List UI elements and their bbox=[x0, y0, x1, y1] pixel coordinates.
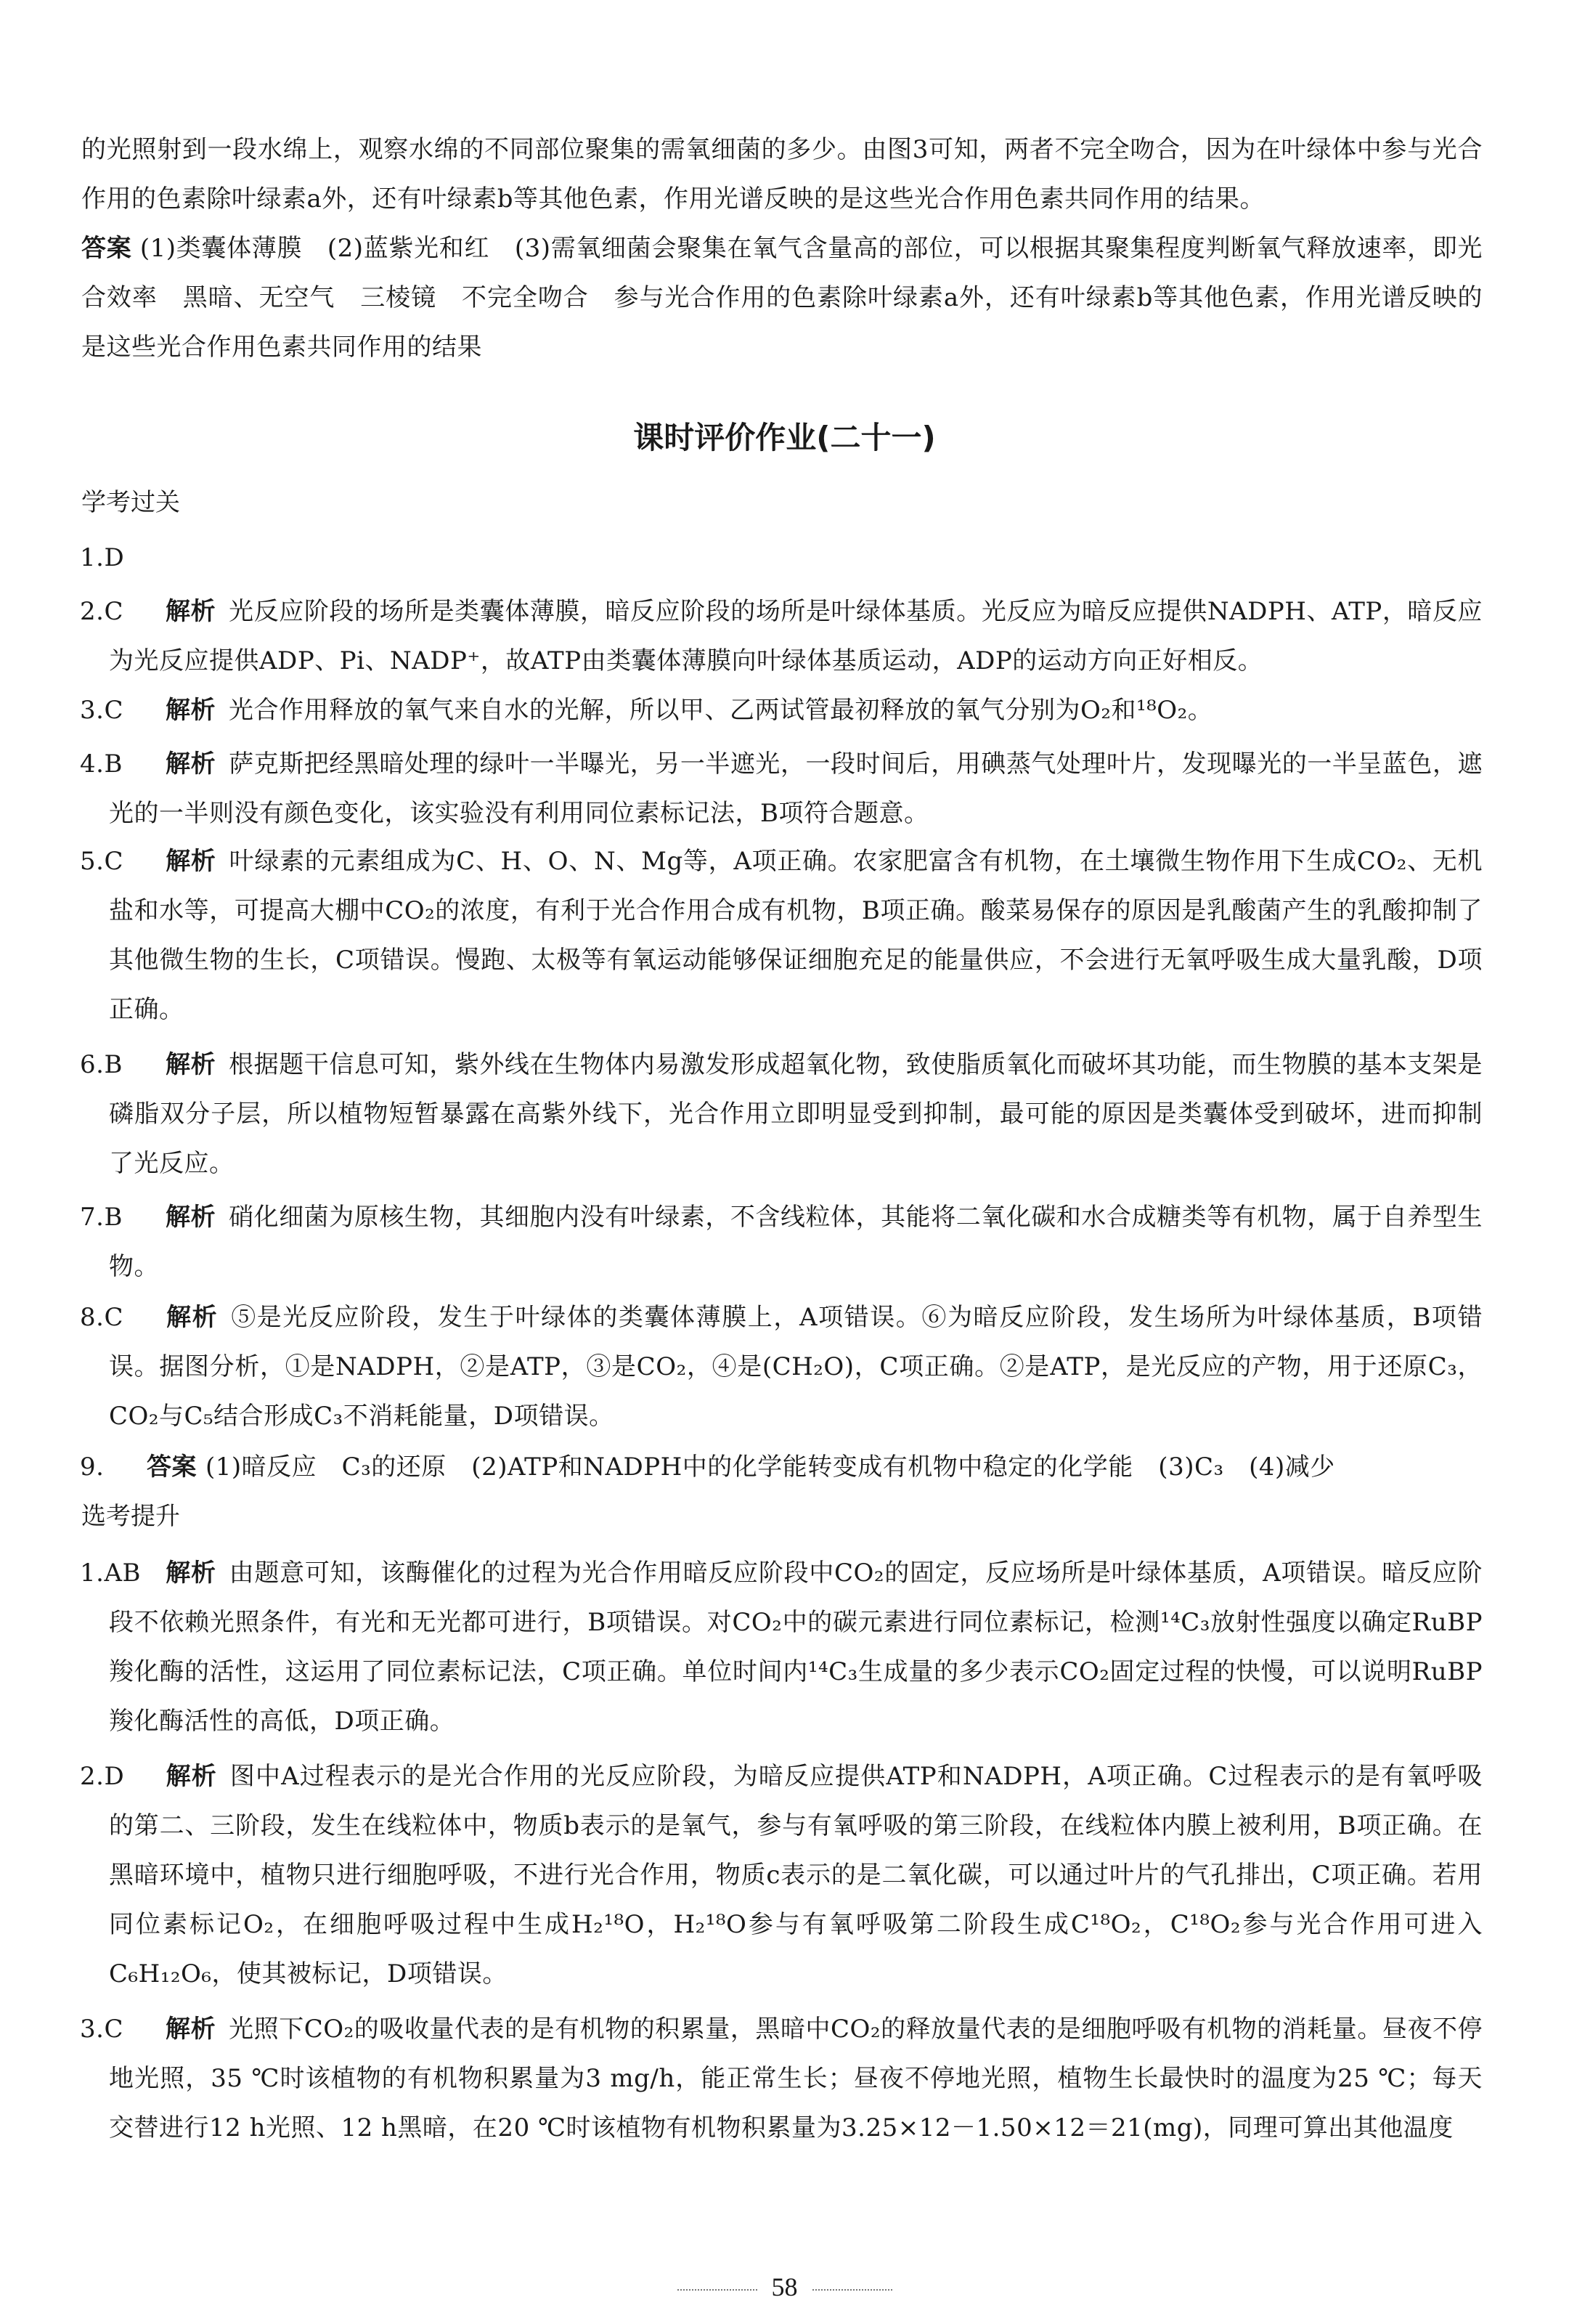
analysis-text: 光反应阶段的场所是类囊体薄膜，暗反应阶段的场所是叶绿体基质。光反应为暗反应提供NADPH、ATP，暗反应为光反应提供ADP、Pi、NADP⁺，故ATP由类囊体薄膜向叶绿体基质运动，ADP的运动方向正好相反。 bbox=[109, 597, 1483, 675]
analysis-text: 光照下CO₂的吸收量代表的是有机物的积累量，黑暗中CO₂的释放量代表的是细胞呼吸有机物的消耗量。昼夜不停地光照，35 ℃时该植物的有机物积累量为3 mg/h，能正常生长；昼夜不停地光照，植物生长最快时的温度为25 ℃；每天交替进行12 h光照、12 h黑暗，在20 ℃时该植物有机物积累量为3.25×12－1.50×12＝21(mg)，同理可算出其他温度 bbox=[109, 2015, 1483, 2142]
analysis-text: 叶绿素的元素组成为C、H、O、N、Mg等，A项正确。农家肥富含有机物，在土壤微生物作用下生成CO₂、无机盐和水等，可提高大棚中CO₂的浓度，有利于光合作用合成有机物，B项正确。酸菜易保存的原因是乳酸菌产生的乳酸抑制了其他微生物的生长，C项错误。慢跑、太极等有氧运动能够保证细胞充足的能量供应，不会进行无氧呼吸生成大量乳酸，D项正确。 bbox=[109, 847, 1483, 1024]
question-number: 3.C bbox=[80, 696, 123, 725]
intro-paragraph bbox=[81, 125, 1483, 224]
decorative-rule-right bbox=[812, 2289, 892, 2291]
question-number: 3.C bbox=[80, 2015, 123, 2044]
analysis-text: ⑤是光反应阶段，发生于叶绿体的类囊体薄膜上，A项错误。⑥为暗反应阶段，发生场所为叶绿体基质，B项错误。据图分析，①是NADPH，②是ATP，③是CO₂，④是(CH₂O)，C项正确。②是ATP，是光反应的产物，用于还原C₃，CO₂与C₅结合形成C₃不消耗能量，D项错误。 bbox=[109, 1303, 1483, 1431]
question-8 bbox=[80, 1293, 1483, 1441]
analysis-text: 萨克斯把经黑暗处理的绿叶一半曝光，另一半遮光，一段时间后，用碘蒸气处理叶片，发现曝光的一半呈蓝色，遮光的一半则没有颜色变化，该实验没有利用同位素标记法，B项符合题意。 bbox=[109, 749, 1483, 828]
advanced-question-3 bbox=[80, 2004, 1483, 2153]
analysis-text: 根据题干信息可知，紫外线在生物体内易激发形成超氧化物，致使脂质氧化而破坏其功能，而生物膜的基本支架是磷脂双分子层，所以植物短暂暴露在高紫外线下，光合作用立即明显受到抑制，最可能的原因是类囊体受到破坏，进而抑制了光反应。 bbox=[109, 1050, 1483, 1178]
analysis-label: 解析 bbox=[166, 1203, 216, 1232]
analysis-label: 解析 bbox=[166, 597, 216, 626]
question-number: 2.C bbox=[80, 597, 123, 626]
analysis-label: 解析 bbox=[166, 749, 216, 779]
advanced-question-2 bbox=[80, 1752, 1483, 1999]
page-title: 课时评价作业(二十一) bbox=[633, 420, 936, 455]
analysis-label: 解析 bbox=[166, 1762, 217, 1791]
analysis-label: 解析 bbox=[166, 2015, 216, 2044]
answer-text: (1)类囊体薄膜 (2)蓝紫光和红 (3)需氧细菌会聚集在氧气含量高的部位，可以根据其聚集程度判断氧气释放速率，即光合效率 黑暗、无空气 三棱镜 不完全吻合 参与光合作用的色素除叶绿素a外，还有叶绿素b等其他色素，作用光谱反映的是这些光合作用色素共同作用的结果 bbox=[81, 234, 1483, 362]
question-3 bbox=[80, 686, 1483, 735]
section-heading-xuankao: 选考提升 bbox=[81, 1502, 180, 1531]
question-6 bbox=[80, 1040, 1483, 1188]
intro-answer bbox=[81, 224, 1483, 372]
analysis-text: 光合作用释放的氧气来自水的光解，所以甲、乙两试管最初释放的氧气分别为O₂和¹⁸O₂。 bbox=[229, 696, 1213, 725]
page-number-text: 58 bbox=[771, 2272, 798, 2301]
question-number: 6.B bbox=[80, 1050, 123, 1079]
question-7 bbox=[80, 1193, 1483, 1291]
advanced-question-1 bbox=[80, 1548, 1483, 1746]
analysis-text: 硝化细菌为原核生物，其细胞内没有叶绿素，不含线粒体，其能将二氧化碳和水合成糖类等有机物，属于自养型生物。 bbox=[109, 1203, 1483, 1281]
analysis-text: 由题意可知，该酶催化的过程为光合作用暗反应阶段中CO₂的固定，反应场所是叶绿体基质，A项错误。暗反应阶段不依赖光照条件，有光和无光都可进行，B项错误。对CO₂中的碳元素进行同位素标记，检测¹⁴C₃放射性强度以确定RuBP羧化酶的活性，这运用了同位素标记法，C项正确。单位时间内¹⁴C₃生成量的多少表示CO₂固定过程的快慢，可以说明RuBP羧化酶活性的高低，D项正确。 bbox=[109, 1559, 1483, 1736]
question-number: 7.B bbox=[80, 1203, 123, 1232]
analysis-text: 图中A过程表示的是光合作用的光反应阶段，为暗反应提供ATP和NADPH，A项正确。C过程表示的是有氧呼吸的第二、三阶段，发生在线粒体中，物质b表示的是氧气，参与有氧呼吸的第三阶段，在线粒体内膜上被利用，B项正确。在黑暗环境中，植物只进行细胞呼吸，不进行光合作用，物质c表示的是二氧化碳，可以通过叶片的气孔排出，C项正确。若用同位素标记O₂，在细胞呼吸过程中生成H₂¹⁸O，H₂¹⁸O参与有氧呼吸第二阶段生成C¹⁸O₂，C¹⁸O₂参与光合作用可进入C₆H₁₂O₆，使其被标记，D项错误。 bbox=[109, 1762, 1483, 1988]
answer-text: (1)暗反应 C₃的还原 (2)ATP和NADPH中的化学能转变成有机物中稳定的化学能 (3)C₃ (4)减少 bbox=[205, 1452, 1335, 1482]
analysis-label: 解析 bbox=[166, 1050, 216, 1079]
decorative-rule-left bbox=[677, 2289, 757, 2291]
answer-label: 答案 bbox=[81, 234, 132, 263]
analysis-label: 解析 bbox=[166, 696, 216, 725]
question-1 bbox=[80, 533, 1483, 582]
question-number: 1.AB bbox=[80, 1559, 141, 1588]
question-number: 5.C bbox=[80, 847, 123, 876]
analysis-label: 解析 bbox=[166, 1303, 219, 1332]
page-number bbox=[0, 2272, 1569, 2302]
analysis-label: 解析 bbox=[166, 847, 216, 876]
question-number: 8.C bbox=[80, 1303, 123, 1332]
question-number: 4.B bbox=[80, 749, 123, 779]
intro-text: 的光照射到一段水绵上，观察水绵的不同部位聚集的需氧细菌的多少。由图3可知，两者不完全吻合，因为在叶绿体中参与光合作用的色素除叶绿素a外，还有叶绿素b等其他色素，作用光谱反映的是这些光合作用色素共同作用的结果。 bbox=[81, 135, 1483, 214]
question-5 bbox=[80, 837, 1483, 1034]
question-4 bbox=[80, 739, 1483, 838]
section-heading-xuekao: 学考过关 bbox=[81, 488, 180, 517]
question-9 bbox=[80, 1442, 1483, 1492]
question-number: 1.D bbox=[80, 543, 125, 572]
analysis-label: 解析 bbox=[166, 1559, 216, 1588]
answer-label: 答案 bbox=[147, 1452, 197, 1482]
question-2 bbox=[80, 587, 1483, 686]
question-number: 9. bbox=[80, 1452, 105, 1482]
question-number: 2.D bbox=[80, 1762, 125, 1791]
